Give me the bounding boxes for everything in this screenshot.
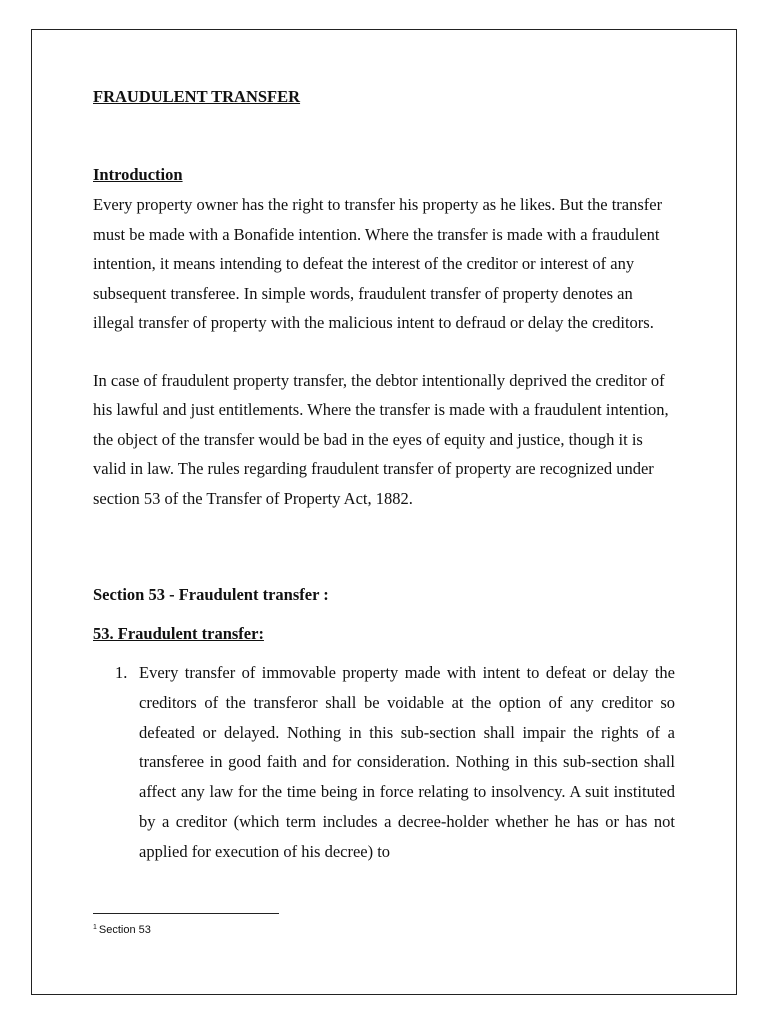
document-title: FRAUDULENT TRANSFER (93, 87, 301, 106)
paragraph-1: Every property owner has the right to transfer his property as he likes. But the transfer must be made with a Bonafide intention. Where the transfer is made with a fraudulent intention, it means intending to defeat the interest of the creditor or interest of any subsequent transferee. In simple words, fraudulent transfer of property denotes an illegal transfer of property with the malicious intent to defraud or delay the creditors. (93, 195, 663, 332)
section-heading: Section 53 - Fraudulent transfer : (93, 585, 329, 604)
paragraph-2: In case of fraudulent property transfer, the debtor intentionally deprived the creditor of his lawful and just entitlements. Where the transfer is made with a fraudulent intention, the object of the transfer would be bad in the eyes of equity and justice, though it is valid in law. The rules regarding fraudulent transfer of property are recognized under section 53 of the Transfer of Property Act, 1882. (93, 370, 669, 508)
introduction-heading: Introduction (93, 165, 183, 184)
subsection-heading: 53. Fraudulent transfer: (93, 624, 264, 643)
provision-list (93, 658, 675, 867)
document-body (93, 85, 675, 867)
footnote-text: Section 53 (98, 924, 151, 936)
footnote-separator (93, 913, 279, 914)
list-item (93, 658, 675, 867)
list-item-text: Every transfer of immovable property made with intent to defeat or delay the creditors of the transferor shall be voidable at the option of any creditor so defeated or delayed. Nothing in this sub-section shall impair the rights of a transferee in good faith and for consideration. Nothing in this sub-section shall affect any law for the time being in force relating to insolvency. A suit instituted by a creditor (which term includes a decree-holder whether he has or has not applied for execution of his decree) to (139, 663, 675, 861)
list-item-number: 1. (115, 663, 128, 682)
footnote-marker: 1 (93, 924, 97, 931)
footnote (93, 920, 151, 938)
